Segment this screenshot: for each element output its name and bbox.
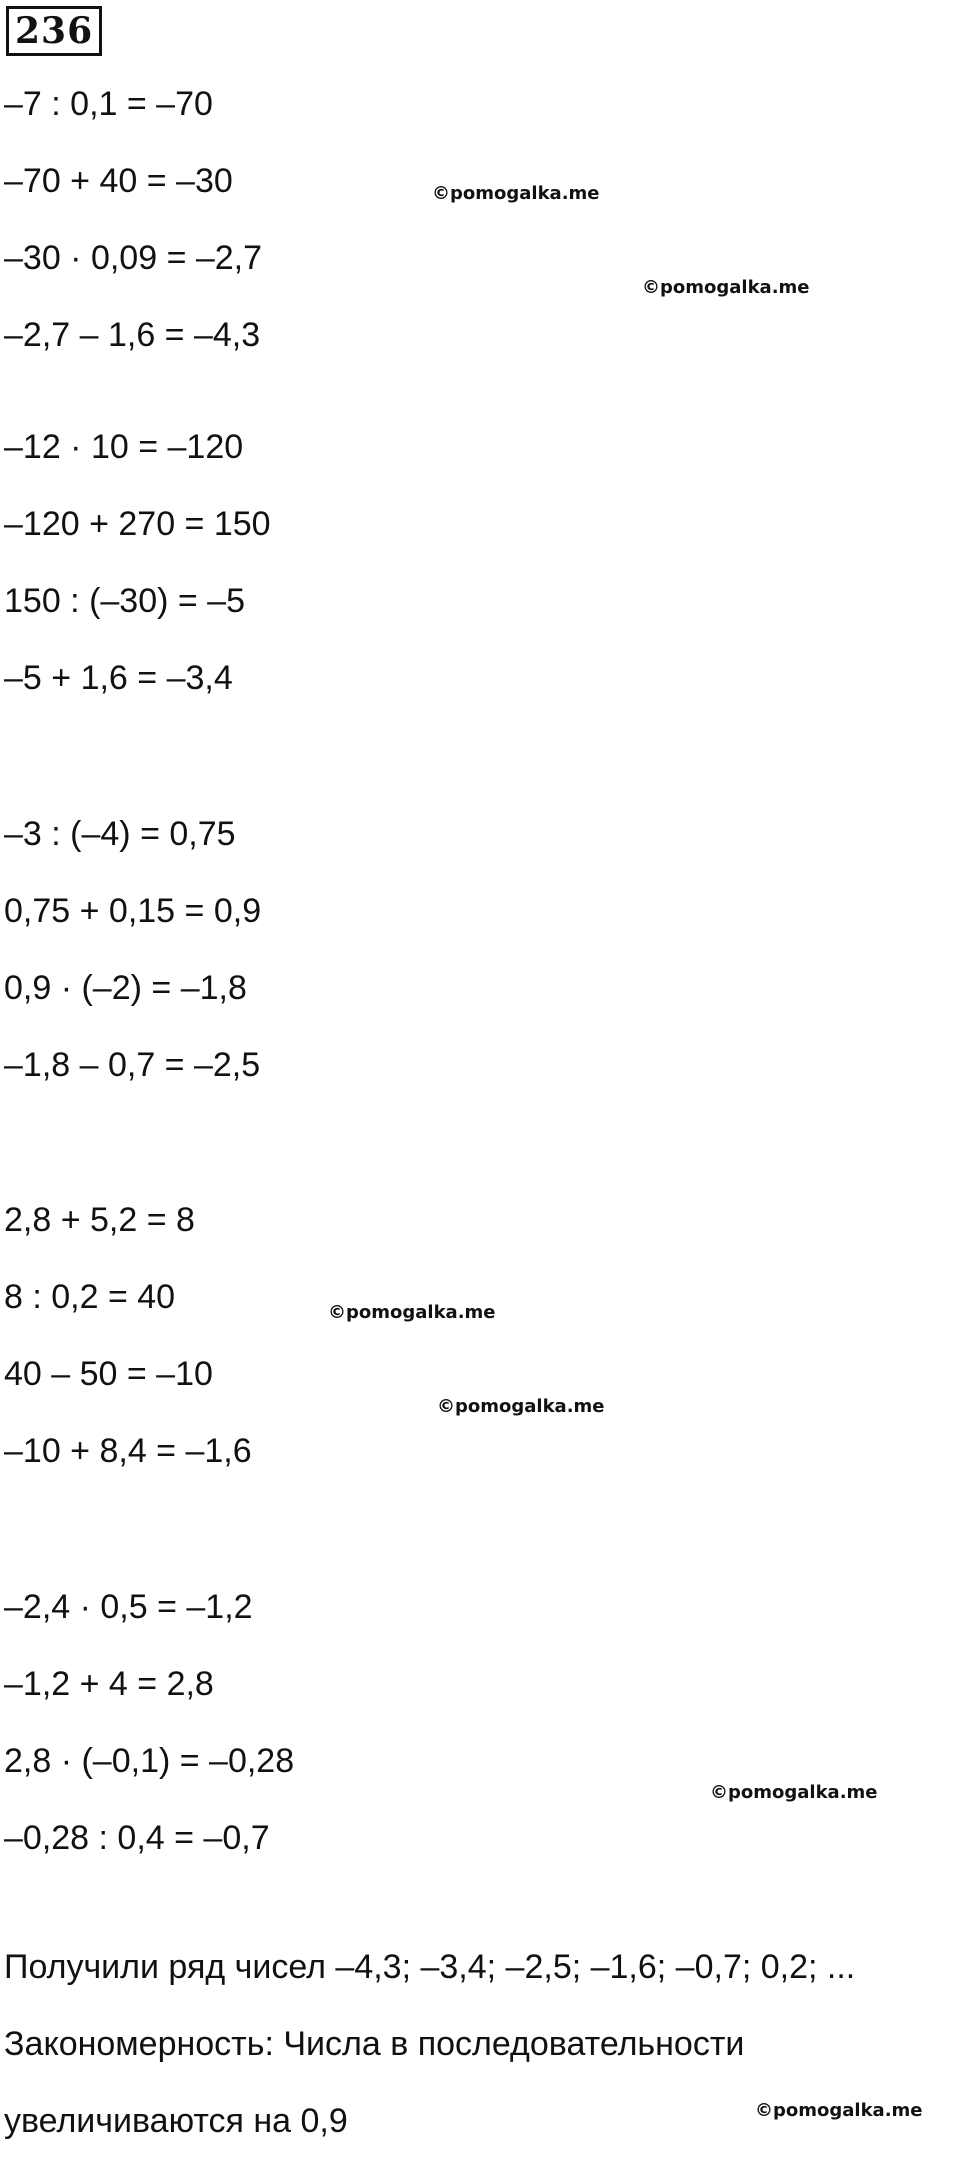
pattern-line: Закономерность: Числа в последовательности (4, 2025, 745, 2063)
solution-line: –12 · 10 = –120 (4, 428, 244, 466)
solution-line: 0,75 + 0,15 = 0,9 (4, 892, 262, 930)
solution-line: 40 – 50 = –10 (4, 1355, 213, 1393)
watermark: ©pomogalka.me (432, 183, 600, 204)
task-number-badge: 236 (6, 6, 102, 56)
solution-line: –30 · 0,09 = –2,7 (4, 239, 263, 277)
pattern-line: увеличиваются на 0,9 (4, 2102, 348, 2140)
solution-line: –5 + 1,6 = –3,4 (4, 659, 233, 697)
conclusion-line: Получили ряд чисел –4,3; –3,4; –2,5; –1,6; –0,7; 0,2; ... (4, 1948, 856, 1986)
solution-line: –2,4 · 0,5 = –1,2 (4, 1588, 253, 1626)
watermark: ©pomogalka.me (328, 1302, 496, 1323)
solution-line: 2,8 + 5,2 = 8 (4, 1201, 195, 1239)
solution-line: 150 : (–30) = –5 (4, 582, 246, 620)
watermark: ©pomogalka.me (710, 1782, 878, 1803)
solution-line: –3 : (–4) = 0,75 (4, 815, 236, 853)
solution-line: –0,28 : 0,4 = –0,7 (4, 1819, 270, 1857)
solution-line: –1,8 – 0,7 = –2,5 (4, 1046, 261, 1084)
solution-line: 8 : 0,2 = 40 (4, 1278, 176, 1316)
watermark: ©pomogalka.me (642, 277, 810, 298)
solution-line: –70 + 40 = –30 (4, 162, 233, 200)
watermark: ©pomogalka.me (755, 2100, 923, 2121)
watermark: ©pomogalka.me (437, 1396, 605, 1417)
solution-line: –7 : 0,1 = –70 (4, 85, 213, 123)
solution-line: –10 + 8,4 = –1,6 (4, 1432, 252, 1470)
solution-line: –2,7 – 1,6 = –4,3 (4, 316, 261, 354)
solution-line: 2,8 · (–0,1) = –0,28 (4, 1742, 295, 1780)
solution-line: –120 + 270 = 150 (4, 505, 271, 543)
solution-line: –1,2 + 4 = 2,8 (4, 1665, 214, 1703)
solution-line: 0,9 · (–2) = –1,8 (4, 969, 247, 1007)
